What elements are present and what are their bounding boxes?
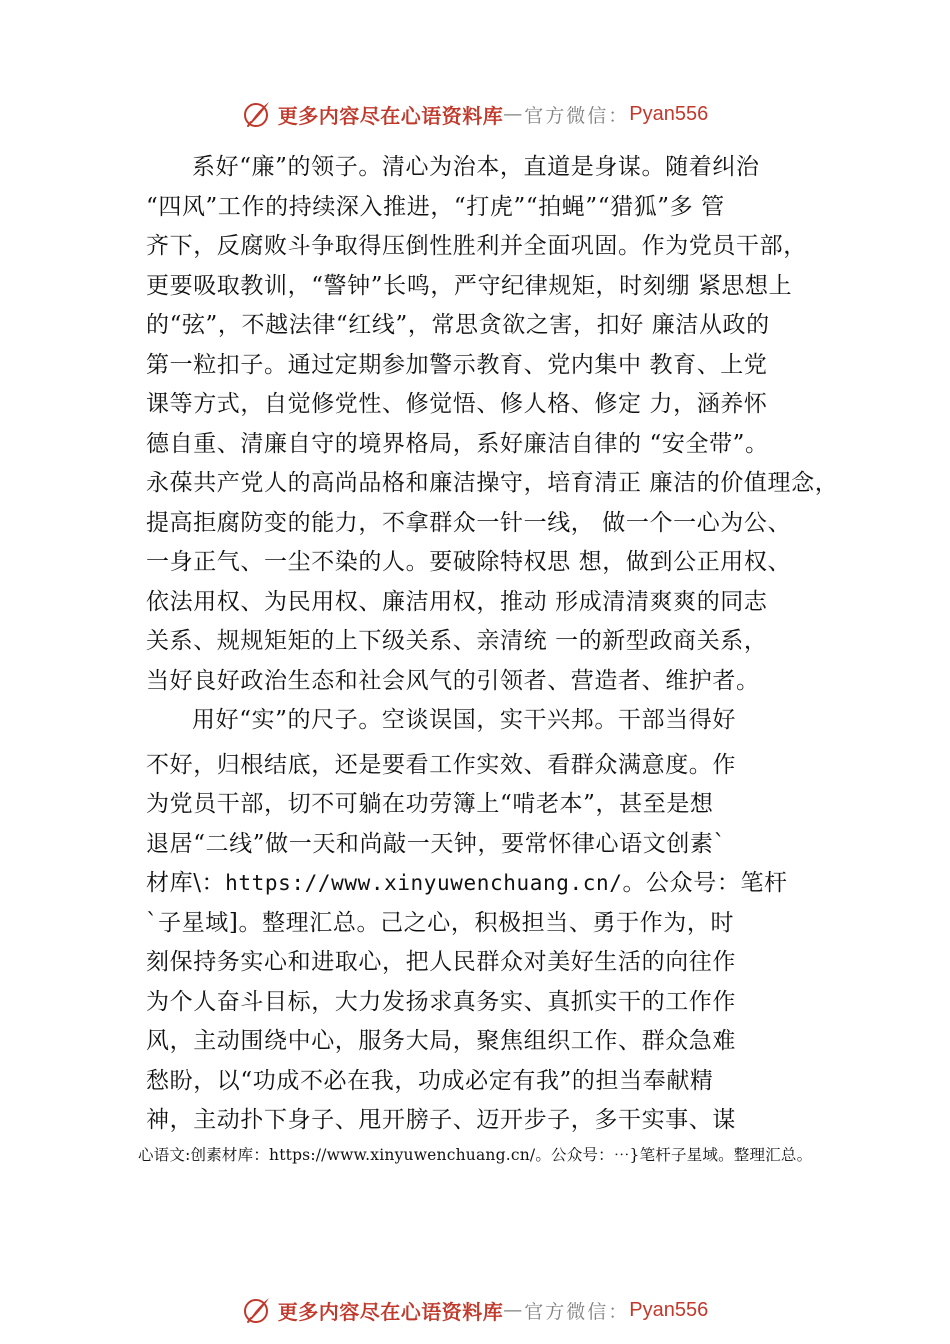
paragraph-1-line: 依法用权、为民用权、廉洁用权，推动 形成清清爽爽的同志 — [146, 588, 768, 615]
paragraph-1-line: “四风”工作的持续深入推进，“打虎”“拍蝇”“猎狐”多 管 — [146, 193, 725, 220]
paragraph-1-line: 课等方式，自觉修党性、修觉悟、修人格、修定 力，涵养怀 — [146, 391, 768, 417]
paragraph-1-line: 的“弦”，不越法律“红线”，常思贪欲之害，扣好 廉洁从政的 — [146, 312, 770, 338]
footer-note: 心语文:创素材库：https://www.xinyuwenchuang.cn/。公众号：⋯}笔杆子星域。整理汇总。 — [138, 1146, 813, 1164]
banner-title: 更多内容尽在心语资料库 — [277, 103, 504, 128]
paragraph-2-line: 风，主动围绕中心，服务大局，聚焦组织工作、群众急难 — [146, 1028, 736, 1054]
paragraph-2-line: 刻保持务实心和进取心，把人民群众对美好生活的向往作 — [146, 949, 736, 975]
banner-wechat-id: Pyan556 — [629, 102, 709, 125]
paragraph-2-line: 愁盼，以“功成不必在我，功成必定有我”的担当奉献精 — [146, 1067, 714, 1094]
url-line-prefix: 材库\： — [146, 870, 226, 896]
paragraph-1-line: 当好良好政治生态和社会风气的引领者、营造者、维护者。 — [146, 667, 760, 694]
paragraph-1-line: 关系、规规矩矩的上下级关系、亲清统 一的新型政商关系， — [146, 628, 768, 654]
quill-pen-icon — [242, 99, 272, 129]
paragraph-1-line: 第一粒扣子。通过定期参加警示教育、党内集中 教育、上党 — [146, 351, 768, 378]
banner-wechat-label: 官方微信： — [524, 1300, 630, 1323]
paragraph-1-line: 提高拒腐防变的能力，不拿群众一针一线， 做一个一心为公、 — [146, 509, 792, 536]
paragraph-2-line: 为党员干部，切不可躺在功劳簿上“啃老本”，甚至是想 — [146, 791, 714, 817]
banner-title: 更多内容尽在心语资料库 — [277, 1299, 504, 1324]
paragraph-1-line: 更要吸取教训，“警钟”长鸣，严守纪律规矩，时刻绷 紧思想上 — [146, 272, 793, 299]
footer-banner — [0, 1290, 950, 1330]
banner-wechat-label: 官方微信： — [524, 104, 630, 127]
paragraph-1-line: 齐下，反腐败斗争取得压倒性胜利并全面巩固。作为党员干部， — [146, 233, 807, 259]
paragraph-1-line: 一身正气、一尘不染的人。要破除特权思 想，做到公正用权、 — [146, 549, 792, 575]
paragraph-2-line: `子星域]。整理汇总。己之心，积极担当、勇于作为，时 — [146, 909, 735, 936]
header-banner — [0, 94, 950, 134]
paragraph-1-line: 系好“廉”的领子。清心为治本，直道是身谋。随着纠治 — [192, 154, 760, 180]
paragraph-2-url-line — [146, 864, 846, 904]
quill-pen-icon — [242, 1295, 272, 1325]
banner-dash: — — [503, 1299, 525, 1321]
paragraph-2-first-line: 用好“实”的尺子。空谈误国，实干兴邦。干部当得好 — [192, 707, 736, 733]
website-url: https://www.xinyuwenchuang.cn/ — [225, 871, 623, 895]
banner-dash: — — [503, 103, 525, 125]
paragraph-1-line: 德自重、清廉自守的境界格局，系好廉洁自律的 “安全带”。 — [146, 430, 769, 457]
paragraph-1-line: 永葆共产党人的高尚品格和廉洁操守，培育清正 廉洁的价值理念， — [146, 470, 839, 496]
url-line-suffix: 。公众号：笔杆 — [622, 870, 788, 896]
paragraph-2-line: 为个人奋斗目标，大力发扬求真务实、真抓实干的工作作 — [146, 988, 736, 1015]
document-body — [146, 148, 846, 1141]
paragraph-2-line: 退居“二线”做一天和尚敲一天钟，要常怀律心语文创素` — [146, 830, 726, 857]
banner-wechat-id: Pyan556 — [629, 1298, 709, 1321]
paragraph-2-line: 不好，归根结底，还是要看工作实效、看群众满意度。作 — [146, 751, 736, 778]
paragraph-2-line: 神，主动扑下身子、甩开膀子、迈开步子，多干实事、谋 — [146, 1107, 736, 1133]
